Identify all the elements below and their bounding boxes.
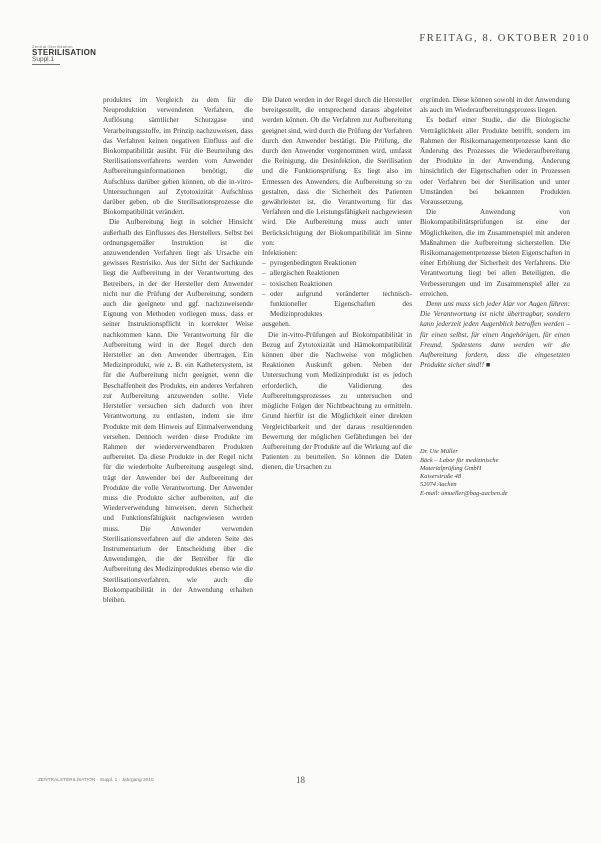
closing-quote [420, 299, 570, 370]
logo-main-text: STERILISATION [32, 48, 97, 57]
list-closing-word: ausgehen. [262, 320, 291, 329]
author-city: 52074 Aachen [420, 481, 457, 489]
journal-logo [32, 44, 96, 65]
column-3-paragraph-2: Es bedarf einer Studie, die die Biologische Verträglichkeit aller Produkte betrifft, sondern im Rahmen der Risikomanagementprozesse kann die Änderung des Prozesses die Wiederaufbereitung der Produkte in der Anwendung. Änderung hinsichtlich der Eigenschaften oder in Prozessen oder Verfahren bei der Sterilisation und unter Umständen bei bekannten Produkten Voraussetzung. [420, 116, 570, 207]
column-2-paragraph-1: Die Daten werden in der Regel durch die Hersteller bereitgestellt, die entsprechend daraus abgeleitet werden können. Ob die Verfahren zur Aufbereitung geeignet sind, wird durch die Prüfung der Verfahren durch den Anwender bestätigt. Die Prüfung, die durch den Anwender vorgenommen wird, umfasst die Reinigung, die Desinfektion, die Sterilisation und die Funktionsprüfung. Es liegt also im Ermessen des Anwenders, die Aufbereitung so zu gestalten, dass die Sicherheit des Patienten gewährleistet ist, die Verantwortung für das Verfahren und die Leistungsfähigkeit nachgewiesen wird. Die Aufbereitung muss auch unter Berücksichtigung der Biokompatibilität im Sinne von: [262, 96, 412, 247]
footer-journal-info: ZENTRALSTERILISATION · Suppl. 1 · Jahrgang 2010 [38, 778, 154, 783]
author-institution: Bäck – Labor für medizinische [420, 456, 499, 464]
logo-rule [32, 64, 60, 65]
list-item: – toxischen Reaktionen [262, 279, 412, 289]
author-email: E-mail: umueller@bag-aachen.de [420, 489, 508, 497]
author-institution-line-2: Materialprüfung GmbH [420, 464, 482, 472]
column-1-paragraph-1: produktes im Vergleich zu dem für die Neuproduktion verwendeten Verfahren, die Auflösung sämtlicher Schutzgase und Verarbeitungsstoffe, im Prinzip nachzuweisen, dass das Verfahren keinen negativen Einfluss auf die Biokompatibilität ausübt. Für die Beurteilung des Sterilisationsverfahrens werden vom Anwender Aufbereitungsinformationen benötigt, die Aufschluss darüber geben können, ob die in-vitro-Untersuchungen auf Zytotoxizität Aufschluss darüber geben, ob die Sterilisationsprozesse die Biokompatibilität verändert. [103, 96, 253, 217]
end-of-article-mark: ■ [485, 361, 491, 370]
bullet-list-label: Infektionen: [262, 249, 298, 258]
reaction-list [262, 258, 412, 319]
list-item: – pyrogenbedingten Reaktionen [262, 258, 412, 268]
list-item: – oder aufgrund veränderter technisch-funktioneller Eigenschaften des Medizinproduktes [262, 289, 412, 320]
column-3-paragraph-3: Die Anwendung von Biokompatibilitätsprüfungen ist eine der Möglichkeiten, die im Zusammenspiel mit anderen Maßnahmen die Aufbereitung sicherstellen. Die Risikomanagementprozesse bieten Eigenschaften in einer Erhöhung der Sicherheit des Verfahrens. Die Verantwortung liegt bei allen Beteiligten, die Verbesserungen und im Zusammenspiel aller zu erreichen. [420, 208, 570, 298]
column-2 [262, 95, 412, 473]
issue-date: FREITAG, 8. OKTOBER 2010 [419, 33, 590, 44]
column-3 [420, 95, 570, 498]
list-item: – allergischen Reaktionen [262, 268, 412, 278]
author-name: Dr. Ute Müller [420, 448, 458, 456]
page-number: 18 [296, 775, 305, 785]
column-1-paragraph-2: Die Aufbereitung liegt in solcher Hinsicht außerhalb des Einflusses des Herstellers. Selbst bei ordnungsgemäßer Instruktion ist die anzuwendenden Verfahren liegt als Ursache ein gewisses Restrisiko. Aus der Sicht der Sachkunde liegt die Aufbereitung in der Verantwortung des Betreibers, in der der Hersteller dem Anwender nicht nur die Prüfung der Aufbereitung, sondern auch die geeignete und ggf. nachzuweisende Eignung von Methoden vorliegen muss, dass er seiner Instruktionspflicht in korrekter Weise nachkommen kann. Die Verantwortung für die Aufbereitung wird in der Regel durch den Hersteller an den Anwender übertragen. Ein Medizinprodukt, wie z. B. ein Kathetersystem, ist für die Aufbereitung nicht geeignet, wenn die Beschaffenheit des Produkts, ein anderes Verfahren zur Aufbereitung anzuwenden sollte. Viele Hersteller versuchen sich dadurch von ihrer Verantwortung zu entlasten, indem sie ihre Produkte mit dem Hinweis auf Einmalverwendung versehen. Dennoch werden diese Produkte im Rahmen der wiederverwendbaren Produkten aufbereitet. Da diese Produkte in der Regel nicht für die wiederholte Aufbereitung ausgelegt sind, trägt der Anwender bei der Aufbereitung der Produkte die volle Verantwortung. Der Anwender muss die Produkte sicher aufbereiten, auf die Wiederverwendung hinweisen, deren Sicherheit und Funktionsfähigkeit nachgewiesen werden muss. Die Anwender verwenden Sterilisationsverfahren auf die anderen Seite des Instrumentarium der Entscheidung über die Anwendungen, die der Betreiber für die Aufbereitung des Medizinproduktes ebenso wie die Sterilisationsverfahren, wie auch die Biokompatibilität in der Anwendung erhalten bleiben. [103, 218, 253, 604]
column-1 [103, 95, 253, 605]
author-street: Kaiserstraße 48 [420, 473, 462, 481]
logo-small-text: Zentral·Sterilisation [32, 44, 73, 49]
column-2-paragraph-2: Die in-vitro-Prüfungen auf Biokompatibilität in Bezug auf Zytotoxizität und Hämokompatibilität können über die Nachweise von möglichen Reaktionen Auskunft geben. Neben der Untersuchung vom Medizinprodukt ist es jedoch erforderlich, die Validierung des Aufbereitungsprozesses zu untersuchen und mögliche Folgen der Nichtbeachtung zu ermitteln. Grund hierfür ist die Möglichkeit einer direkten Vergleichbarkeit und der daraus resultierenden Bewertung der möglichen Gefährdungen bei der Aufbereitung der Produkte auf die Wirkung auf die Patienten zu beurteilen. So können die Daten dienen, die Ursachen zu [262, 330, 412, 472]
closing-quote-text: Denn uns muss sich jeder klar vor Augen führen: Die Verantwortung ist nicht übertragbar, sondern kann jederzeit jeden Augenblick betroffen werden – für einen selbst, für einen Angehörigen, für einen Freund. Spätestens dann werden wir die Aufbereitung fordern, dass die eingesetzten Produkte sicher sind!! [420, 300, 570, 370]
column-3-paragraph-1: ergründen. Diese können sowohl in der Anwendung als auch im Wiederaufbereitungsprozess liegen. [420, 96, 570, 115]
author-address [420, 448, 570, 497]
logo-sub-text: Suppl.1 [32, 56, 55, 63]
